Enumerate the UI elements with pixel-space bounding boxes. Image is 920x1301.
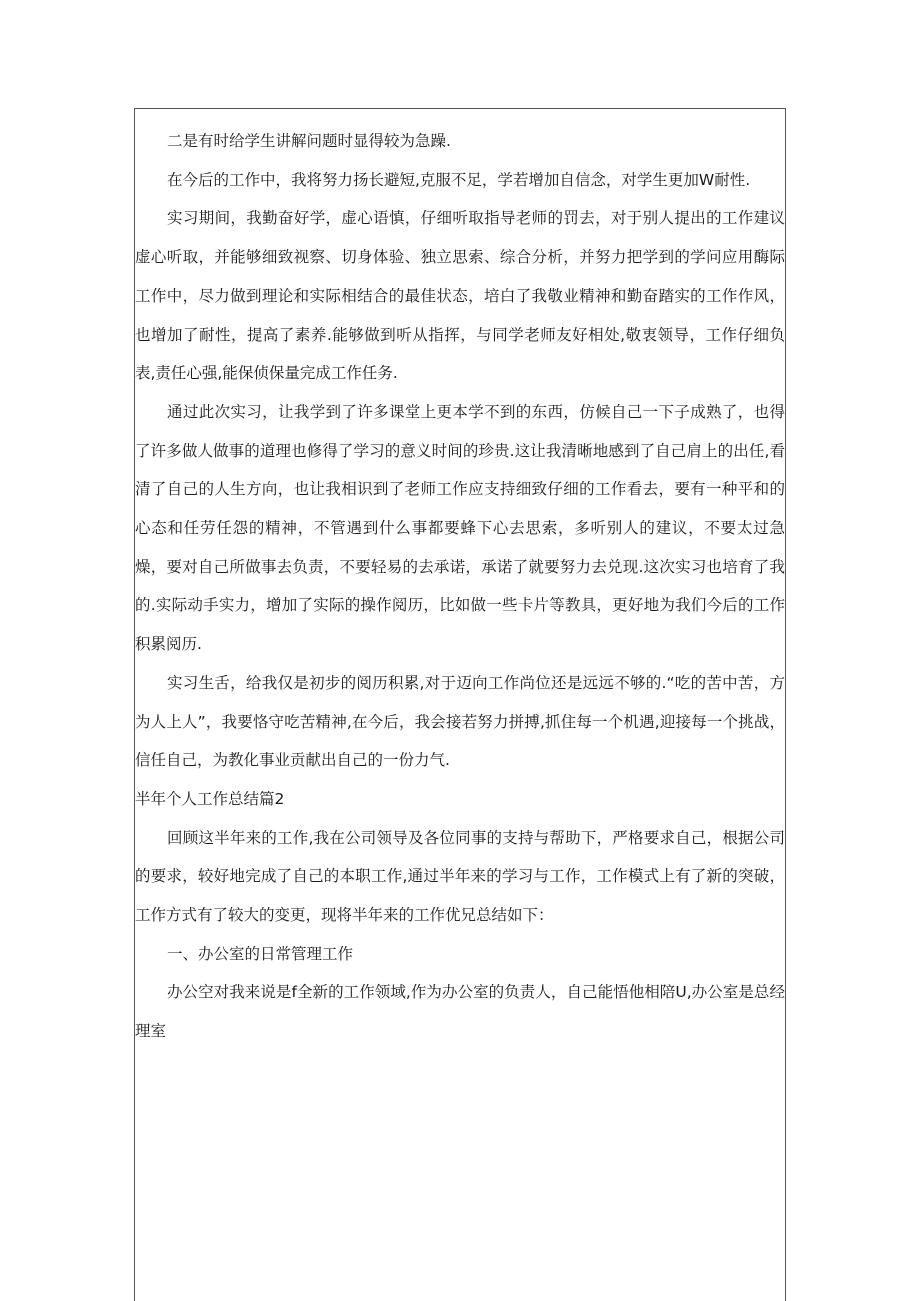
paragraph-2: 在今后的工作中，我将努力扬长避短,克服不足，学若增加自信念，对学生更加W耐性.: [167, 170, 751, 189]
paragraph-4: 通过此次实习，让我学到了许多课堂上更本学不到的东西，仿候自己一下子成熟了，也得了许多做人做事的道理也修得了学习的意义时间的珍贵.这让我清晰地感到了自己肩上的出任,看清了自己的人生方向，也让我相识到了老师工作应支持细致仔细的工作看去，要有一种平和的心态和任劳任怨的精神，不管遇到什么事都要蜂下心去思索，多听别人的建议，不要太过急燥，要对自己所做事去负责，不要轻易的去承诺，承诺了就要努力去兑现.这次实习也培育了我的.实际动手实力，增加了实际的操作阅历，比如做一些卡片等教具，更好地为我们今后的工作积累阅历.: [135, 402, 785, 654]
paragraph-7: 一、办公室的日常管理工作: [167, 944, 354, 963]
paragraph-1: 二是有时给学生讲解问题时显得较为急躁.: [167, 132, 451, 150]
document-body: [135, 122, 785, 1051]
paragraph-3: 实习期间，我勤奋好学，虚心语慎，仔细听取指导老师的罚去，对于别人提出的工作建议虚心听取，并能够细致视察、切身体验、独立思索、综合分析，并努力把学到的学问应用酶际工作中，尽力做到理论和实际相结合的最佳状态，培白了我敬业精神和勤奋踏实的工作作风，也增加了耐性，提高了素养.能够做到听从指挥，与同学老师友好相处,敬衷领导，工作仔细负表,责任心强,能保侦保量完成工作任务.: [135, 209, 785, 383]
section-heading: 半年个人工作总结篇2: [135, 789, 285, 808]
paragraph-5: 实习生舌，给我仅是初步的阅历积累,对于迈向工作尚位还是远远不够的.“吃的苦中苦，方为人上人”，我要恪守吃苦精神,在今后，我会接若努力拼搏,抓住每一个机遇,迎接每一个挑战，信任自己，为教化事业贡献出自己的一份力气.: [135, 673, 785, 770]
paragraph-6: 回顾这半年来的工作,我在公司领导及各位同事的支持与帮助下，严格要求自己，根据公司的要求，较好地完成了自己的本职工作,通过半年来的学习与工作，工作模式上有了新的突破，工作方式有了较大的变更，现将半年来的工作优兄总结如下：: [135, 828, 785, 925]
paragraph-8: 办公空对我来说是f全新的工作领域,作为办公室的负责人，自己能悟他相陪U,办公室是总经理室: [135, 983, 785, 1041]
